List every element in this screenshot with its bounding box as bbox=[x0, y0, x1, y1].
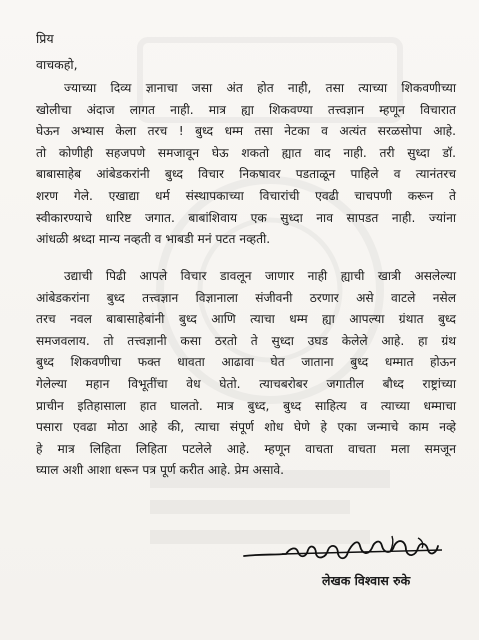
paragraph-line: ज्याच्या दिव्य ज्ञानाचा जसा अंत होत नाही, तसा त्याच्या शिकवणीच्या bbox=[64, 81, 456, 95]
paragraph-line: घ्याल अशी आशा धरून पत्र पूर्ण करीत आहे. प्रेम असावे. bbox=[36, 463, 284, 478]
paragraph-line: स्वीकारण्याचे धारिष्ट जगात. बाबांशिवाय एक सुध्दा नाव सापडत नाही. ज्यांना bbox=[36, 210, 456, 225]
salutation-line-1: प्रिय bbox=[36, 31, 54, 46]
paragraph-line: बुध्द शिकवणीचा फक्त धावता आढावा घेत जाताना बुध्द धम्मात होऊन bbox=[36, 355, 456, 370]
author-name: लेखक विश्वास रुके bbox=[322, 573, 411, 588]
paragraph-line: समजवलाय. तो तत्त्वज्ञानी कसा ठरतो ते सुध्दा उघड केलेले आहे. हा ग्रंथ bbox=[36, 333, 456, 348]
paragraph-line: उद्याची पिढी आपले विचार डावलून जाणार नाही ह्याची खात्री असलेल्या bbox=[64, 269, 456, 283]
paragraph-1 bbox=[36, 78, 456, 251]
paragraph-line: शरण गेले. एखाद्या धर्म संस्थापकाच्या विचारांची एवढी चाचपणी करून ते bbox=[36, 188, 456, 203]
paragraph-2 bbox=[36, 266, 456, 482]
paragraph-line: तो कोणीही सहजपणे समजावून घेऊ शकतो ह्यात वाद नाही. तरी सुध्दा डॉ. bbox=[36, 145, 456, 160]
paragraph-line: आंधळी श्रध्दा मान्य नव्हती व भाबडी मनं पटत नव्हती. bbox=[36, 232, 271, 247]
paragraph-line: तरच नवल बाबासाहेबांनी बुध्द आणि त्याचा धम्म ह्या आपल्या ग्रंथात बुध्द bbox=[36, 312, 456, 327]
paragraph-line: हे मात्र लिहिता लिहिता पटलेले आहे. म्हणून वाचता वाचता मला समजून bbox=[36, 441, 456, 456]
salutation-line-2: वाचकहो, bbox=[36, 57, 78, 72]
handwritten-signature bbox=[242, 532, 447, 572]
paragraph-line: घेऊन अभ्यास केला तरच ! बुध्द धम्म तसा नेटका व अत्यंत सरळसोपा आहे. bbox=[36, 124, 456, 139]
paragraph-line: प्राचीन इतिहासाला हात घालतो. मात्र बुध्द, बुध्द साहित्य व त्याच्या धम्माचा bbox=[36, 398, 456, 413]
paragraph-line: पसारा एवढा मोठा आहे की, त्याचा संपूर्ण शोध घेणे हे एका जन्माचे काम नव्हे bbox=[36, 420, 456, 435]
paragraph-line: आंबेडकरांना बुध्द तत्त्वज्ञान विज्ञानाला संजीवनी ठरणार असे वाटले नसेल bbox=[36, 290, 456, 305]
paragraph-line: गेलेल्या महान विभूतींचा वेध घेतो. त्याचबरोबर जगातील बौध्द राष्ट्रांच्या bbox=[36, 376, 456, 391]
paragraph-line: बाबासाहेब आंबेडकरांनी बुध्द विचार निकषावर पडताळून पाहिले व त्यानंतरच bbox=[36, 167, 456, 182]
paragraph-line: खोलीचा अंदाज लागत नाही. मात्र ह्या शिकवण्या तत्त्वज्ञान म्हणून विचारात bbox=[36, 102, 456, 117]
